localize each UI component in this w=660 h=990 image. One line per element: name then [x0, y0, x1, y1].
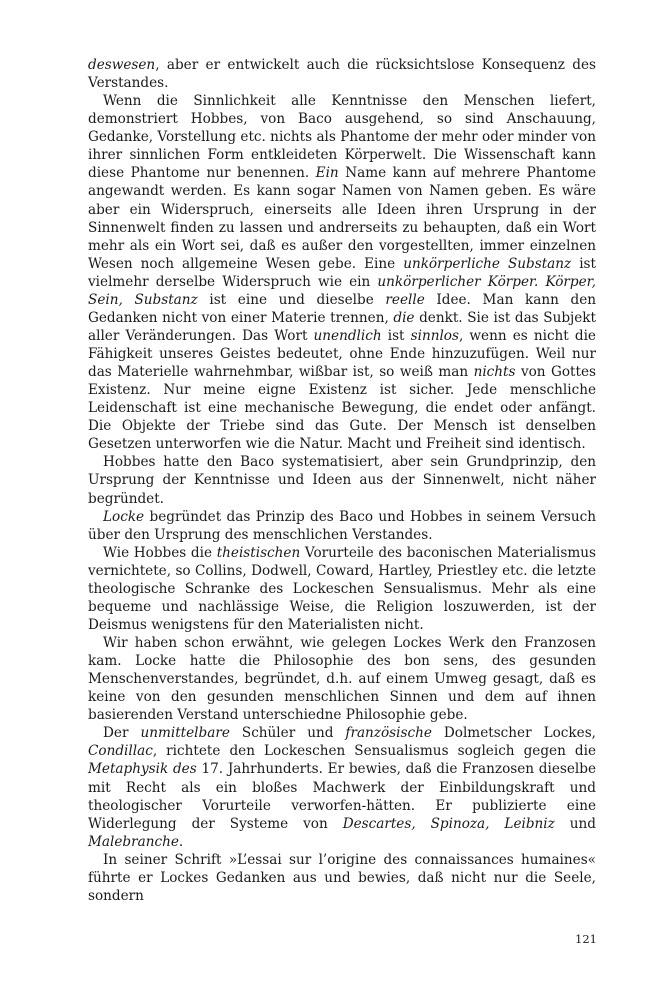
- text-run: ist: [381, 327, 411, 344]
- text-run: In seiner Schrift »L’essai sur l’origine des connaissances humaines« führte er Lockes Gedanken aus und bewies, daß nicht nur die Seele, sondern: [88, 851, 596, 904]
- italic-emphasis: Metaphysik des: [88, 761, 197, 778]
- text-run: begründet das Prinzip des Baco und Hobbes in seinem Versuch über den Ursprung des menschlichen Verstandes.: [88, 508, 596, 543]
- italic-emphasis: theistischen: [216, 544, 301, 561]
- text-run: Schüler und: [229, 725, 346, 742]
- page-number: 121: [575, 932, 597, 946]
- text-run: Name kann auf mehrere Phantome angewandt werden. Es kann sogar Namen von Namen geben. Es wäre aber ein Widerspruch, einerseits alle Ideen ihren Ursprung in der Sinnenwelt finden zu lassen und andrerseits zu behaupten, daß ein Wort mehr als ein Wort sei, daß es außer den vorgestellten, immer einzelnen Wesen noch allgemeine Wesen gebe. Eine: [88, 165, 596, 272]
- text-run: und: [554, 815, 596, 832]
- text-run: Vorurteile des baconischen Materialismus vernichtete, so Collins, Dodwell, Coward, Hartley, Priestley etc. die letzte theologische Schranke des Lockeschen Sensualismus. Mehr als eine bequeme und nachlässige Weise, die Religion loszuwerden, ist der Deismus wenigstens für den Materialisten nicht.: [88, 544, 596, 633]
- text-run: Wie Hobbes die: [103, 544, 217, 561]
- text-run: Wir haben schon erwähnt, wie gelegen Lockes Werk den Franzosen kam. Locke hatte die Philosophie des bon sens, des gesunden Menschenverstandes, begründet, d.h. auf einem Umweg gesagt, daß es keine von den gesunden menschlichen Sinnen und dem auf ihnen basierenden Verstand unterschiedne Philosophie gebe.: [88, 635, 596, 724]
- italic-emphasis: unkörperliche Substanz: [403, 255, 572, 272]
- paragraph: [88, 92, 596, 453]
- italic-emphasis: unmittelbare: [140, 725, 230, 742]
- paragraph: [88, 508, 596, 544]
- paragraph: [88, 56, 596, 92]
- text-run: Hobbes hatte den Baco systematisiert, aber sein Grundprinzip, den Ursprung der Kenntnisse und Ideen aus der Sinnenwelt, nicht näher begründet.: [88, 454, 596, 507]
- paragraph: [88, 544, 596, 634]
- text-run: , richtete den Lockeschen Sensualismus sogleich gegen die: [152, 743, 596, 760]
- italic-emphasis: unendlich: [313, 327, 382, 344]
- italic-emphasis: Malebranche: [88, 833, 179, 850]
- paragraph: [88, 453, 596, 507]
- paragraph: [88, 851, 596, 905]
- text-run: 17. Jahrhunderts. Er bewies, daß die Franzosen dieselbe mit Recht als ein bloßes Machwerk der Einbildungskraft und theologischer Vorurteile verworfen-hätten. Er publizierte eine Widerlegung der Systeme von: [88, 761, 596, 832]
- italic-emphasis: nichts: [473, 364, 516, 381]
- body-text: [88, 56, 596, 905]
- text-run: , wenn es nicht die Fähigkeit unseres Geistes bedeutet, ohne Ende hinzuzufügen. Weil nur das Materielle wahrnehmbar, wißbar ist, so weiß man: [88, 327, 596, 381]
- italic-emphasis: reelle: [385, 291, 425, 308]
- italic-emphasis: die: [393, 309, 415, 326]
- text-run: denkt. Sie ist das Subjekt aller Veränderungen. Das Wort: [88, 309, 596, 344]
- text-run: von Gottes Existenz. Nur meine eigne Existenz ist sicher. Jede menschliche Leidenschaft ist eine mechanische Bewegung, die endet oder anfängt. Die Objekte der Triebe sind das Gute. Der Mensch ist denselben Gesetzen unterworfen wie die Natur. Macht und Freiheit sind identisch.: [88, 364, 596, 453]
- paragraph: [88, 724, 596, 850]
- text-run: Wenn die Sinnlichkeit alle Kenntnisse den Menschen liefert, demonstriert Hobbes, von Baco ausgehend, so sind Anschauung, Gedanke, Vorstellung etc. nichts als Phantome der mehr oder minder von ihrer sinnlichen Form entkleideten Körperwelt. Die Wissenschaft kann diese Phantome nur benennen.: [88, 93, 596, 182]
- text-run: Der: [103, 725, 141, 742]
- italic-emphasis: sinnlos: [410, 327, 459, 344]
- italic-emphasis: unkörperlicher Körper. Körper, Sein, Substanz: [88, 273, 597, 308]
- paragraph: [88, 634, 596, 724]
- text-run: Dolmetscher Lockes,: [431, 725, 596, 742]
- italic-emphasis: französische: [345, 725, 432, 742]
- italic-emphasis: Ein: [315, 165, 339, 182]
- italic-emphasis: Condillac: [88, 743, 153, 760]
- italic-emphasis: deswesen: [88, 57, 156, 73]
- text-run: .: [178, 833, 184, 850]
- text-run: , aber er entwickelt auch die rücksichtslose Konsequenz des Verstandes.: [88, 57, 596, 92]
- italic-emphasis: Descartes, Spinoza, Leibniz: [342, 815, 555, 832]
- text-run: ist vielmehr derselbe Widerspruch wie ein: [88, 255, 596, 290]
- text-run: Idee. Man kann den Gedanken nicht von einer Materie trennen,: [88, 291, 596, 326]
- italic-emphasis: Locke: [103, 508, 145, 525]
- text-run: ist eine und dieselbe: [197, 291, 386, 308]
